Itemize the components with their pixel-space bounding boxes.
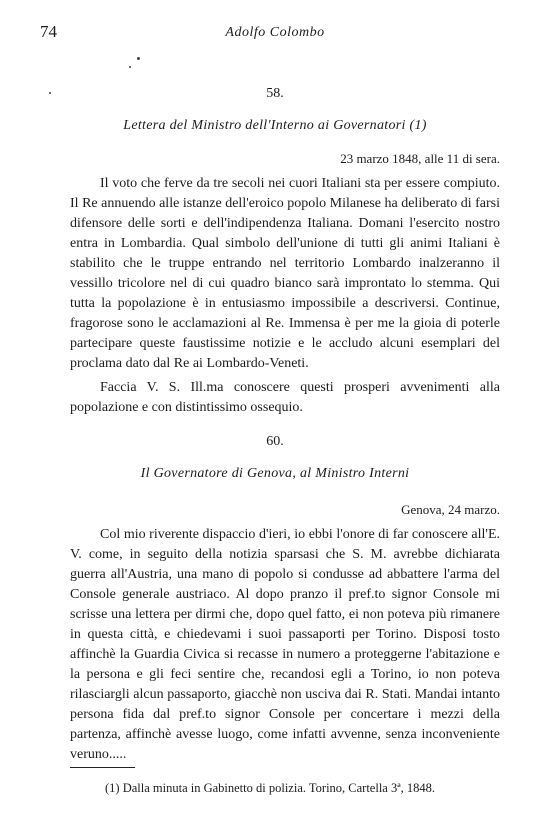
- ink-speck: [137, 57, 140, 60]
- body-paragraph: Il voto che ferve da tre secoli nei cuori Italiani sta per essere compiuto. Il Re annuendo alle istanze dell'eroico popolo Milanese ha deliberato di farsi difensore delle sorti e dell'indipendenza Italiana. Domani l'esercito nostro entra in Lombardia. Qual simbolo dell'unione di tutti gli animi Italiani è stabilito che le truppe entrando nel territorio Lombardo inalzeranno il vessillo tricolore nel di cui quadro bianco sarà improntato lo stemma. Qui tutta la popolazione è in entusiasmo impossibile a descriversi. Continue, fragorose sono le acclamazioni al Re. Immensa è per me la gioia di poterle partecipare queste faustissime notizie e le accludo alcuni esemplari del proclama dato dal Re ai Lombardo-Veneti.: [70, 176, 500, 371]
- page-header: [40, 22, 510, 44]
- document-number: 60.: [266, 434, 284, 449]
- footnote-rule: [70, 767, 135, 768]
- body-paragraph: Col mio riverente dispaccio d'ieri, io ebbi l'onore di far conoscere all'E. V. come, in seguito della notizia sparsasi che S. M. avrebbe dichiarata guerra all'Austria, una mano di popolo si condusse ad abbattere l'arma del Console generale austriaco. Al dopo pranzo il pref.to signor Console mi scrisse una lettera per dirmi che, dopo quel fatto, ei non poteva più rimanere in questa città, e chiedevami i suoi passaporti per Torino. Disposi tosto affinchè la Guardia Civica si recasse in numero a proteggerne l'abitazione e la persona e gli feci sentire che, recandosi egli a Torino, io non poteva rilasciargli alcun passaporto, giacchè non usciva dai R. Stati. Mandai intanto persona fida dal pref.to signor Console per concertare i mezzi della partenza, affinchè avesse luogo, come infatti avvenne, senza inconveniente veruno.....: [70, 527, 500, 762]
- document-number: 58.: [266, 86, 284, 101]
- footnote: (1) Dalla minuta in Gabinetto di polizia. Torino, Cartella 3ª, 1848.: [105, 781, 436, 795]
- running-head: Adolfo Colombo: [225, 25, 325, 40]
- dateline: Genova, 24 marzo.: [401, 502, 500, 517]
- document-title: Lettera del Ministro dell'Interno ai Governatori (1): [123, 118, 427, 133]
- document-title: Il Governatore di Genova, al Ministro Interni: [140, 466, 410, 481]
- ink-speck: [129, 66, 131, 68]
- body-paragraph: Faccia V. S. Ill.ma conoscere questi prosperi avvenimenti alla popolazione e con distintissimo ossequio.: [70, 380, 500, 415]
- page-number: 74: [40, 22, 57, 41]
- dateline: 23 marzo 1848, alle 11 di sera.: [340, 151, 500, 166]
